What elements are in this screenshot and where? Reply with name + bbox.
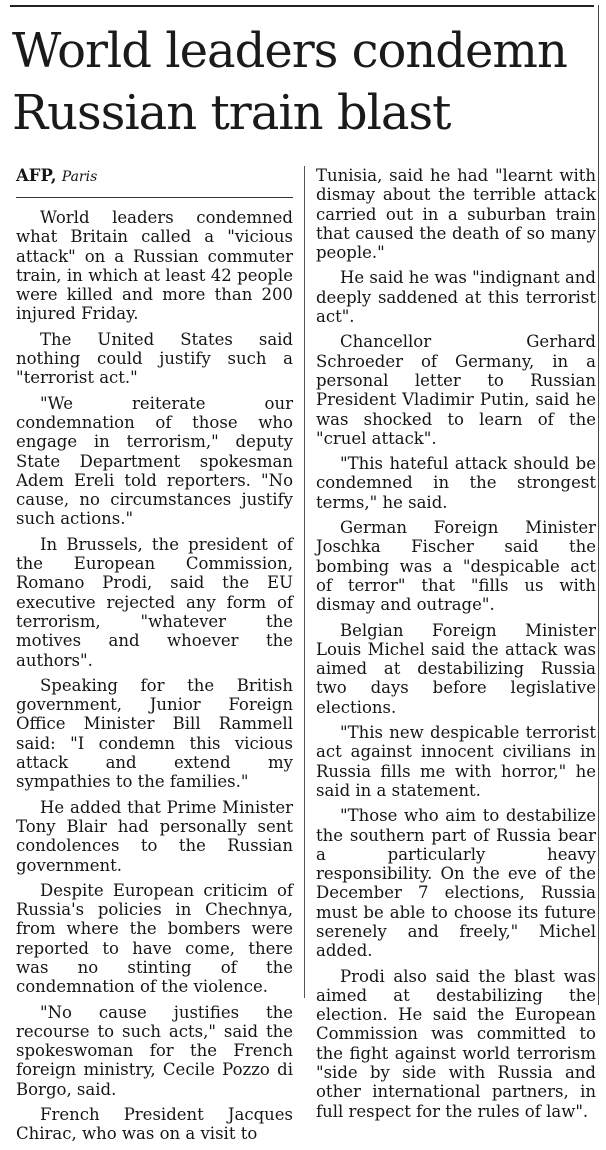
paragraph: French President Jacques Chirac, who was on a visit to — [16, 1105, 293, 1144]
byline-agency: AFP, — [16, 166, 57, 185]
paragraph: German Foreign Minister Joschka Fischer said the bombing was a "despicable act of terror" that "fills us with dismay and outrage". — [316, 518, 596, 615]
headline: World leaders condemn Russian train blast — [12, 23, 567, 141]
paragraph: Speaking for the British government, Junior Foreign Office Minister Bill Rammell said: "I condemn this vicious attack and extend my sympathies to the families." — [16, 675, 293, 792]
right-column — [316, 166, 596, 1127]
paragraph: In Brussels, the president of the European Commission, Romano Prodi, said the EU executive rejected any form of terrorism, "whatever the motives and whoever the authors". — [16, 534, 293, 670]
byline — [16, 166, 293, 187]
paragraph: "Those who aim to destabilize the southern part of Russia bear a particularly heavy responsibility. On the eve of the December 7 elections, Russia must be able to choose its future serenely and freely," Michel added. — [316, 806, 596, 961]
paragraph: "We reiterate our condemnation of those who engage in terrorism," deputy State Department spokesman Adem Ereli told reporters. "No cause, no circumstances justify such actions." — [16, 393, 293, 529]
page-edge-rule — [598, 5, 599, 1005]
column-divider — [304, 166, 305, 998]
byline-dateline: Paris — [61, 169, 98, 185]
left-column — [16, 166, 293, 1150]
paragraph: Belgian Foreign Minister Louis Michel said the attack was aimed at destabilizing Russia two days before legislative elections. — [316, 620, 596, 717]
paragraph: He added that Prime Minister Tony Blair had personally sent condolences to the Russian government. — [16, 797, 293, 875]
paragraph: "This new despicable terrorist act against innocent civilians in Russia fills me with horror," he said in a statement. — [316, 723, 596, 800]
paragraph: The United States said nothing could justify such a "terrorist act." — [16, 329, 293, 388]
byline-rule — [16, 197, 293, 198]
top-rule — [10, 5, 594, 7]
paragraph: He said he was "indignant and deeply saddened at this terrorist act". — [316, 268, 596, 327]
paragraph-continued: Tunisia, said he had "learnt with dismay about the terrible attack carried out in a suburban train that caused the death of so many people." — [316, 166, 596, 263]
paragraph: Chancellor Gerhard Schroeder of Germany, in a personal letter to Russian President Vladimir Putin, said he was shocked to learn of the "cruel attack". — [316, 332, 596, 448]
paragraph: "No cause justifies the recourse to such acts," said the spokeswoman for the French foreign ministry, Cecile Pozzo di Borgo, said. — [16, 1002, 293, 1099]
paragraph: Prodi also said the blast was aimed at destabilizing the election. He said the European Commission was committed to the fight against world terrorism "side by side with Russia and other international partners, in full respect for the rules of law". — [316, 966, 596, 1121]
paragraph: "This hateful attack should be condemned in the strongest terms," he said. — [316, 454, 596, 512]
paragraph: Despite European criticim of Russia's policies in Chechnya, from where the bombers were reported to have come, there was no stinting of the condemnation of the violence. — [16, 880, 293, 997]
paragraph: World leaders condemned what Britain called a "vicious attack" on a Russian commuter train, in which at least 42 people were killed and more than 200 injured Friday. — [16, 208, 293, 324]
